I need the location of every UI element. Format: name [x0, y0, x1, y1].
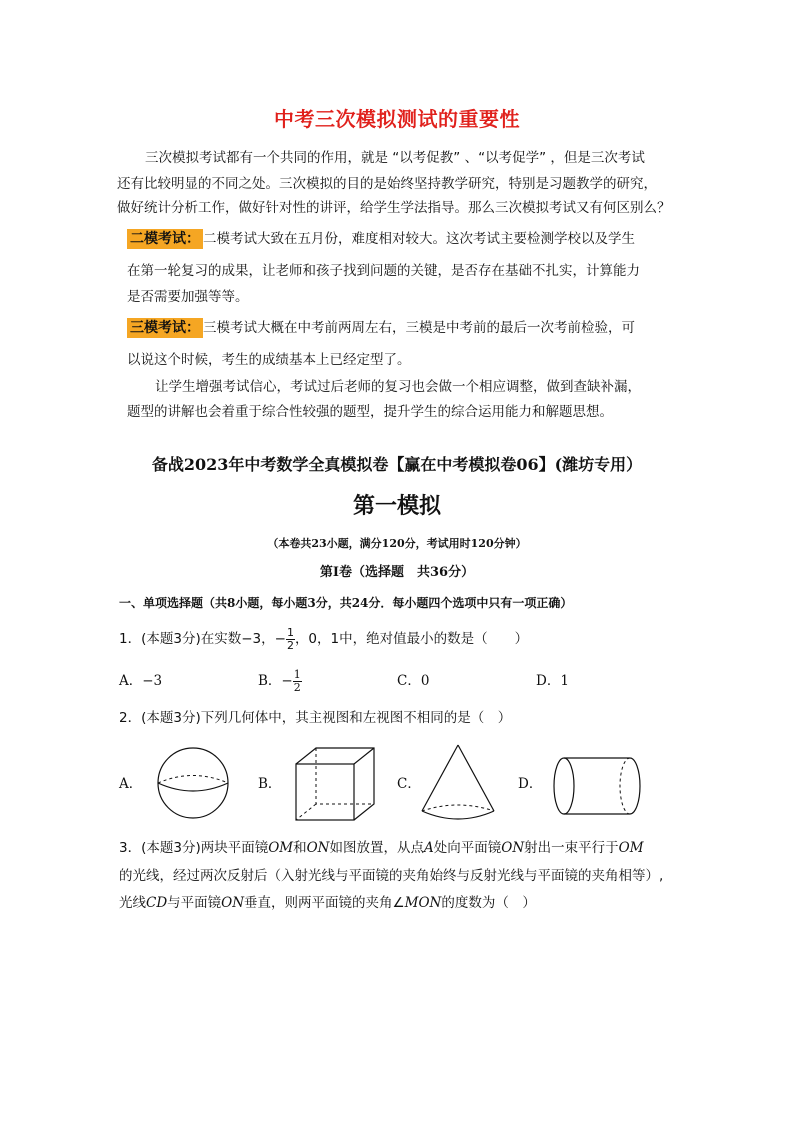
q1-option-c[interactable]: C．0	[397, 673, 430, 689]
q3-l1c: 如图放置，从点	[329, 840, 424, 856]
question-3-line-3	[119, 895, 536, 911]
sanm-line-4: 题型的讲解也会着重于综合性较强的题型，提升学生的综合运用能力和解题思想。	[127, 404, 613, 420]
erm-line-3: 是否需要加强等等。	[127, 289, 249, 305]
sanm-line-3: 让学生增强考试信心，考试过后老师的复习也会做一个相应调整，做到查缺补漏，	[155, 379, 641, 395]
q1-optb-prefix: B．−	[258, 673, 293, 689]
q3-l1b: 和	[293, 840, 307, 856]
intro-line-2: 还有比较明显的不同之处。三次模拟的目的是始终坚持教学研究，特别是习题教学的研究，	[117, 176, 657, 192]
q2-label-d[interactable]: D．	[518, 776, 543, 792]
q1-option-d[interactable]: D．1	[536, 673, 569, 689]
q3-l3c: 垂直，则两平面镜的夹角∠	[244, 895, 405, 911]
q3-l1a: 3．(本题3分)两块平面镜	[119, 840, 269, 856]
q3-l3a: 光线	[119, 895, 146, 911]
q1-suffix: ，0，1中，绝对值最小的数是（ ）	[294, 631, 529, 647]
question-2-stem: 2．(本题3分)下列几何体中，其主视图和左视图不相同的是（ ）	[119, 710, 512, 726]
q1-optb-den: 2	[293, 680, 301, 694]
sanm-line-2: 以说这个时候，考生的成绩基本上已经定型了。	[127, 352, 411, 368]
exam-heading: 备战2023年中考数学全真模拟卷【赢在中考模拟卷06】(潍坊专用）	[151, 455, 643, 474]
q1-optb-num: 1	[293, 667, 301, 681]
q3-l1d: 处向平面镜	[433, 840, 502, 856]
cylinder-figure	[550, 754, 644, 818]
sanm-paragraph-line-1	[127, 318, 635, 338]
cone-figure	[418, 743, 498, 823]
q3-l3b: 与平面镜	[167, 895, 222, 911]
q1-option-a[interactable]: A．−3	[119, 673, 163, 689]
sphere-figure	[154, 746, 234, 820]
cube-figure	[292, 744, 378, 824]
q3-on-2: ON	[501, 840, 525, 856]
q3-l3d: 的度数为（ ）	[441, 895, 536, 911]
question-3-line-2: 的光线，经过两次反射后（入射光线与平面镜的夹角始终与反射光线与平面镜的夹角相等）,	[119, 868, 664, 884]
q3-om-2: OM	[618, 840, 644, 856]
intro-line-3: 做好统计分析工作，做好针对性的讲评，给学生学法指导。那么三次模拟考试又有何区别么？	[117, 200, 671, 216]
erm-line-2: 在第一轮复习的成果，让老师和孩子找到问题的关键，是否存在基础不扎实，计算能力	[127, 263, 640, 279]
question-3-line-1	[119, 840, 644, 856]
q1-prefix: 1．(本题3分)在实数−3，−	[119, 631, 286, 647]
sanm-tag: 三模考试：	[127, 318, 203, 338]
question-1-stem	[119, 624, 528, 654]
q3-om: OM	[268, 840, 294, 856]
q1-optb-fraction	[293, 669, 302, 694]
exam-note: （本卷共23小题，满分120分，考试用时120分钟）	[267, 537, 527, 550]
q2-label-a[interactable]: A．	[119, 776, 143, 792]
erm-paragraph-line-1	[127, 229, 635, 249]
q1-frac-den: 2	[286, 638, 294, 652]
q1-frac-num: 1	[286, 625, 294, 639]
erm-text-1: 二模考试大致在五月份，难度相对较大。这次考试主要检测学校以及学生	[203, 231, 635, 247]
page-title: 中考三次模拟测试的重要性	[274, 107, 520, 131]
intro-line-1: 三次模拟考试都有一个共同的作用，就是 “以考促教” 、“以考促学” ，但是三次考试	[145, 150, 645, 166]
q3-on: ON	[306, 840, 330, 856]
sanm-text-1: 三模考试大概在中考前两周左右，三模是中考前的最后一次考前检验，可	[203, 320, 635, 336]
q2-label-b[interactable]: B．	[258, 776, 282, 792]
section-1-title: 一、单项选择题（共8小题，每小题3分，共24分．每小题四个选项中只有一项正确）	[119, 596, 573, 610]
exam-subtitle: 第一模拟	[352, 494, 441, 519]
q3-on-3: ON	[221, 895, 245, 911]
q3-mon: MON	[404, 895, 442, 911]
q3-a: A	[424, 840, 434, 856]
part-title: 第Ⅰ卷（选择题 共36分）	[319, 565, 475, 580]
q1-fraction	[286, 627, 295, 652]
q2-label-c[interactable]: C．	[397, 776, 421, 792]
q3-l1e: 射出一束平行于	[524, 840, 619, 856]
erm-tag: 二模考试：	[127, 229, 203, 249]
q1-option-b[interactable]	[258, 666, 302, 696]
q3-cd: CD	[146, 895, 168, 911]
